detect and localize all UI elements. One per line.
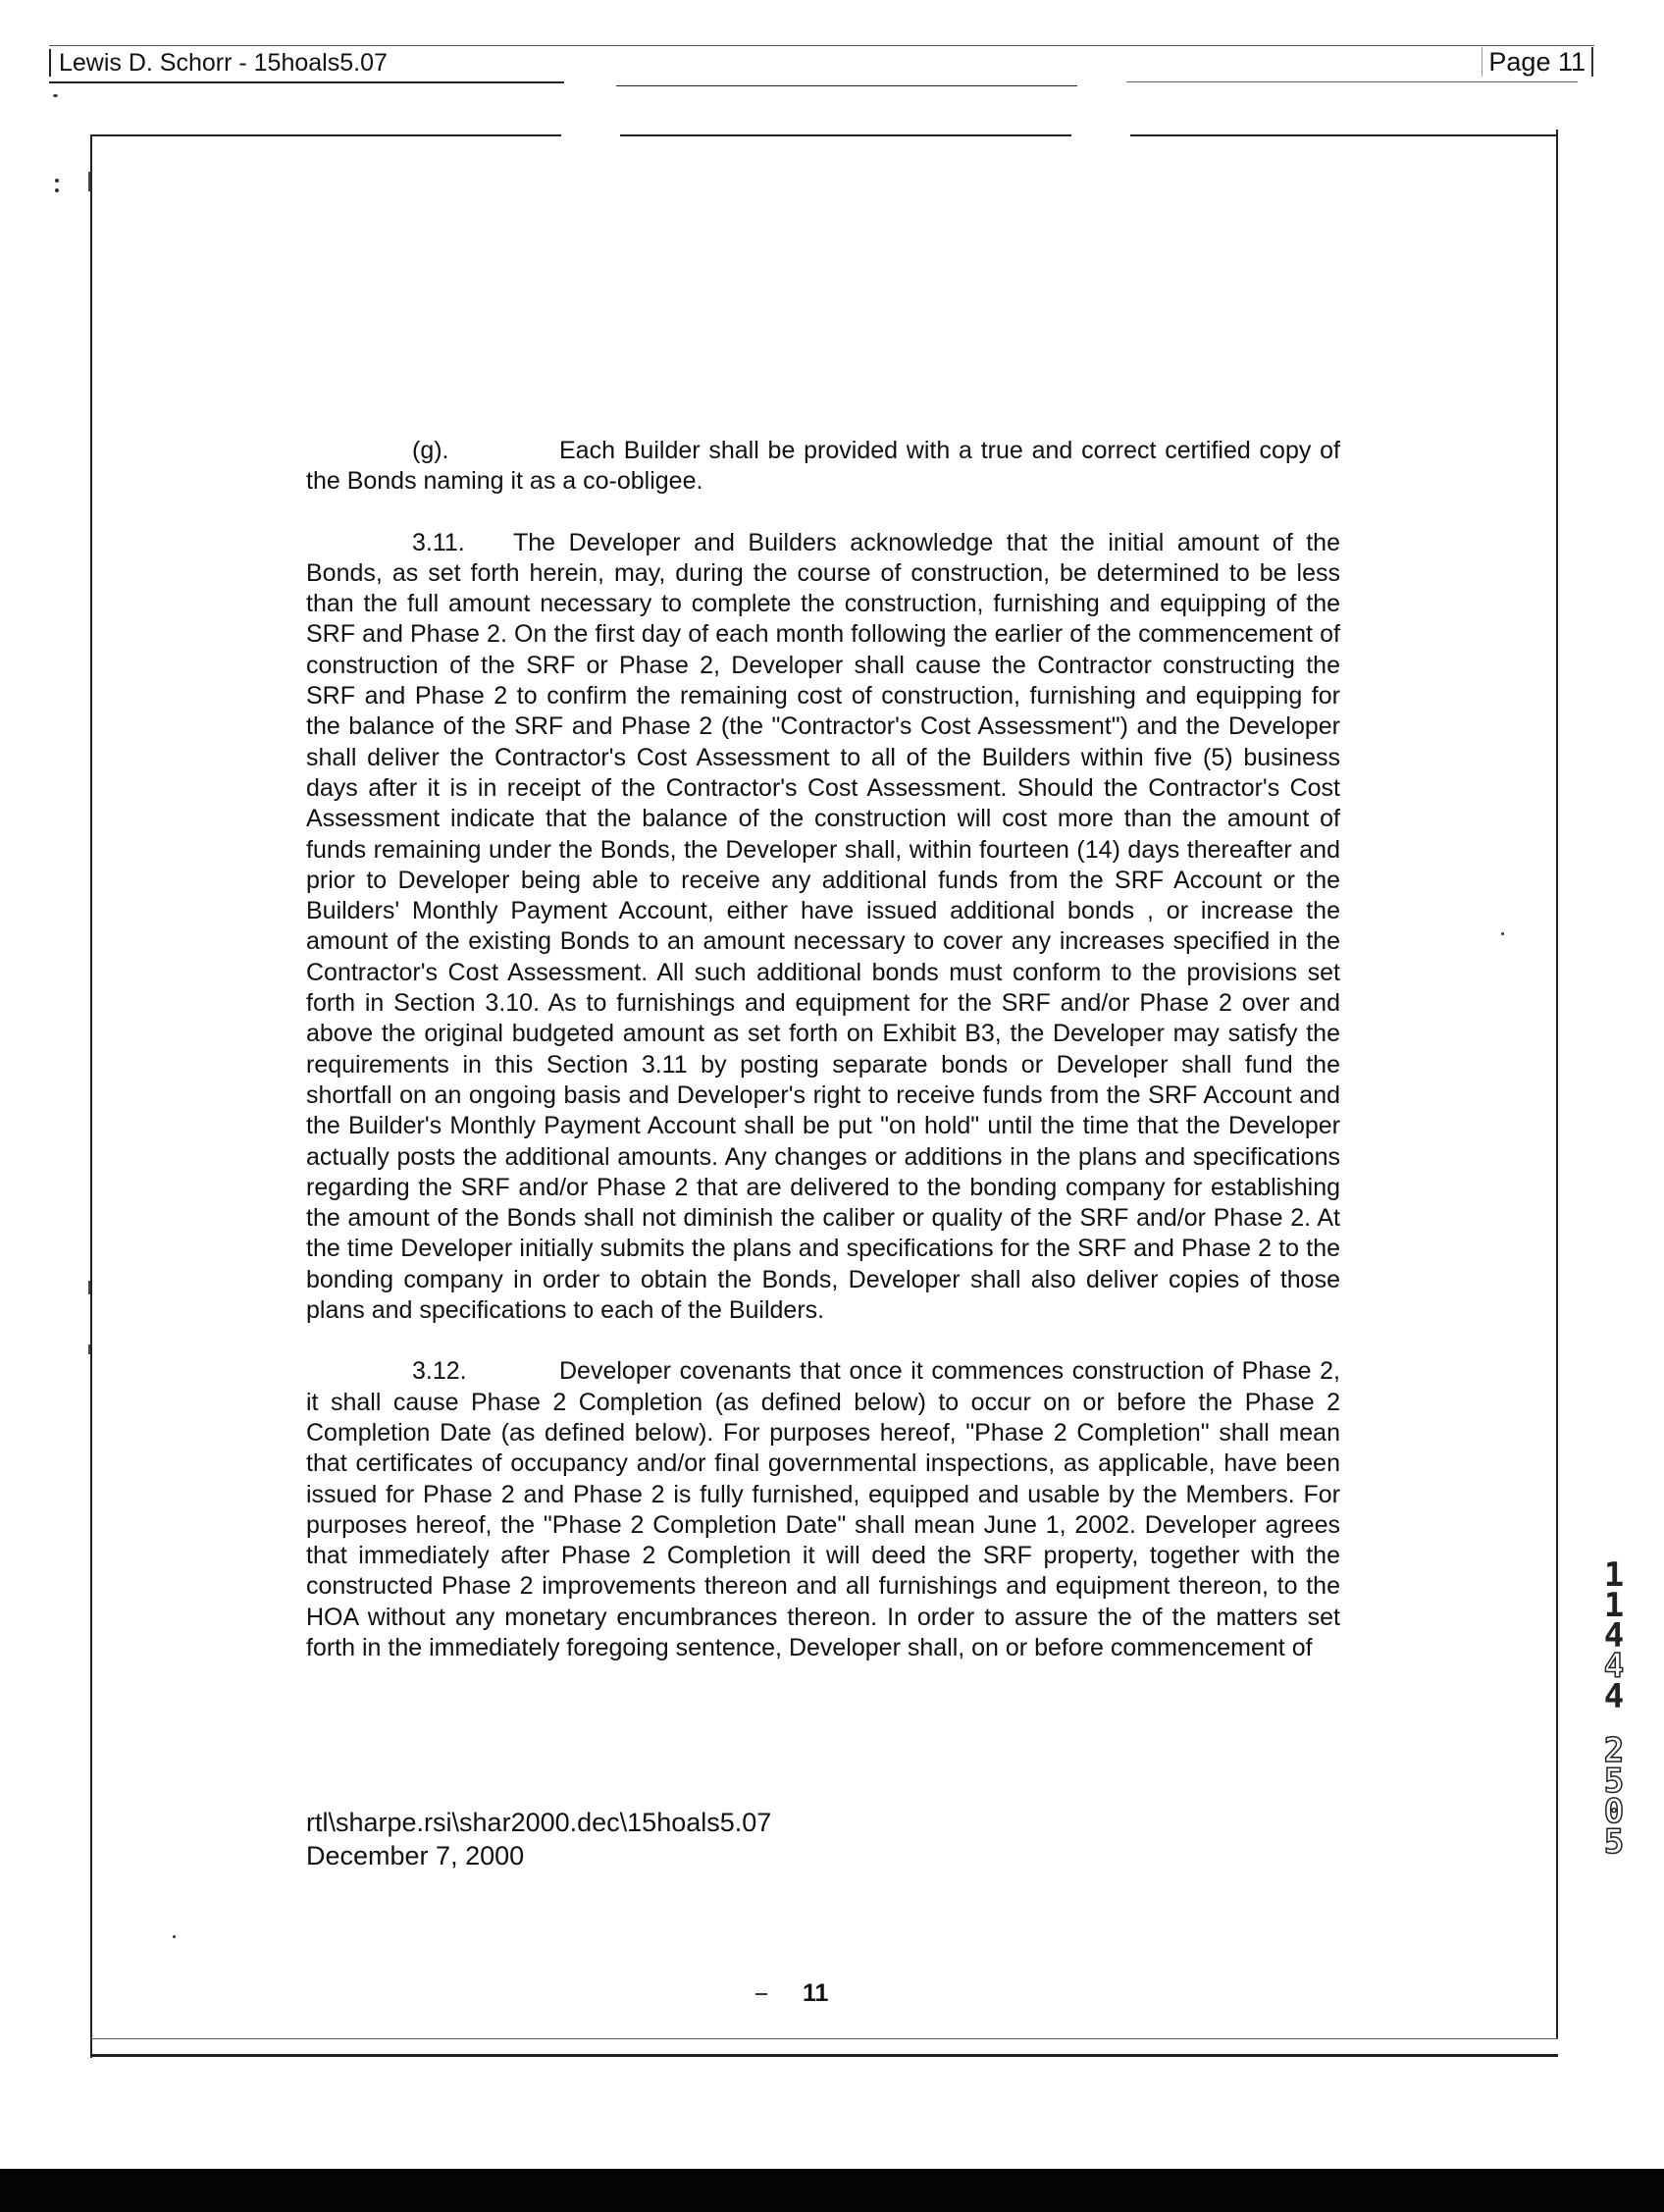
- frame-right-rule: [1556, 130, 1558, 2038]
- stamp-digit: 0: [1603, 1792, 1625, 1831]
- paragraph-3-12: [306, 1356, 1340, 1663]
- page-number: 11: [803, 1979, 829, 2007]
- frame-left-rule: [90, 134, 92, 2058]
- header-left-title: Lewis D. Schorr - 15hoals5.07: [49, 49, 388, 77]
- scan-speck: [53, 94, 58, 97]
- stamp-digit: 5: [1603, 1822, 1625, 1862]
- margin-mark: [88, 1281, 90, 1294]
- scan-speck: [55, 179, 59, 183]
- frame-bottom-rule: [90, 2054, 1558, 2057]
- header-rule: [49, 81, 564, 83]
- document-date: December 7, 2000: [306, 1841, 525, 1870]
- margin-mark: [88, 1344, 90, 1354]
- paragraph-g: [306, 436, 1340, 498]
- document-body: [306, 436, 1340, 1663]
- footer-block: [306, 1806, 771, 1872]
- stamp-digit: 1: [1603, 1586, 1625, 1625]
- paragraph-3-11: [306, 528, 1340, 1327]
- paragraph-number: (g).: [412, 437, 449, 464]
- scan-speck: [1501, 932, 1504, 935]
- stamp-digit: 1: [1603, 1555, 1625, 1595]
- frame-top-rule: [1130, 134, 1558, 136]
- scan-speck: [173, 1935, 176, 1938]
- stamp-digit: 4: [1603, 1677, 1625, 1716]
- file-path: rtl\sharpe.rsi\shar2000.dec\15hoals5.07: [306, 1808, 772, 1837]
- frame-bottom-rule: [90, 2038, 1558, 2039]
- paragraph-text: Developer covenants that once it commences construction of Phase 2, it shall cause Phase 2 Completion (as defined below) to occur on or before the Phase 2 Completion Date (as defined below). For purposes hereof, "Phase 2 Completion" shall mean that certificates of occupancy and/or final governmental inspections, as applicable, have been issued for Phase 2 and Phase 2 is fully furnished, equipped and usable by the Members. For purposes hereof, the "Phase 2 Completion Date" shall mean June 1, 2002. Developer agrees that immediately after Phase 2 Completion it will deed the SRF property, together with the constructed Phase 2 improvements thereon and all furnishings and equipment thereon, to the HOA without any monetary encumbrances thereon. In order to assure the of the matters set forth in the immediately foregoing sentence, Developer shall, on or before commencement of: [306, 1357, 1340, 1661]
- scan-speck: [55, 188, 59, 192]
- page-dash: [755, 1993, 767, 1995]
- header-page-label: Page 11: [1482, 47, 1593, 77]
- frame-top-rule: [620, 134, 1071, 136]
- side-stamp: [1591, 1555, 1637, 1862]
- header-rule: [616, 85, 1077, 86]
- paragraph-text: The Developer and Builders acknowledge that the initial amount of the Bonds, as set forth herein, may, during the course of construction, be determined to be less than the full amount necessary to complete the construction, furnishing and equipping of the SRF and Phase 2. On the first day of each month following the earlier of the commencement of construction of the SRF or Phase 2, Developer shall cause the Contractor constructing the SRF and Phase 2 to confirm the remaining cost of construction, furnishing and equipping for the balance of the SRF and Phase 2 (the "Contractor's Cost Assessment") and the Developer shall deliver the Contractor's Cost Assessment to all of the Builders within five (5) business days after it is in receipt of the Contractor's Cost Assessment. Should the Contractor's Cost Assessment indicate that the balance of the construction will cost more than the amount of funds remaining under the Bonds, the Developer shall, within fourteen (14) days thereafter and prior to Developer being able to receive any additional funds from the SRF Account or the Builders' Monthly Payment Account, either have issued additional bonds , or increase the amount of the existing Bonds to an amount necessary to cover any increases specified in the Contractor's Cost Assessment. All such additional bonds must conform to the provisions set forth in Section 3.10. As to furnishings and equipment for the SRF and/or Phase 2 over and above the original budgeted amount as set forth on Exhibit B3, the Developer may satisfy the requirements in this Section 3.11 by posting separate bonds or Developer shall fund the shortfall on an ongoing basis and Developer's right to receive funds from the SRF Account and the Builder's Monthly Payment Account shall be put "on hold" until the time that the Developer actually posts the additional amounts. Any changes or additions in the plans and specifications regarding the SRF and/or Phase 2 that are delivered to the bonding company for establishing the amount of the Bonds shall not diminish the caliber or quality of the SRF and/or Phase 2. At the time Developer initially submits the plans and specifications for the SRF and Phase 2 to the bonding company in order to obtain the Bonds, Developer shall also deliver copies of those plans and specifications to each of the Builders.: [306, 528, 1340, 1325]
- paragraph-number: 3.12.: [412, 1357, 467, 1386]
- stamp-digit: 4: [1603, 1616, 1625, 1656]
- margin-mark: [88, 172, 90, 191]
- paragraph-number: 3.11.: [412, 528, 465, 556]
- frame-top-rule: [90, 134, 561, 136]
- paragraph-text: Each Builder shall be provided with a true and correct certified copy of the Bonds naming it as a co-obligee.: [306, 437, 1340, 496]
- header-rule: [49, 45, 1594, 46]
- header-rule: [1126, 81, 1578, 82]
- stamp-digit: 4: [1603, 1647, 1625, 1686]
- scan-bottom-band: [0, 2169, 1664, 2212]
- stamp-digit: 5: [1603, 1762, 1625, 1801]
- stamp-digit: 2: [1603, 1731, 1625, 1770]
